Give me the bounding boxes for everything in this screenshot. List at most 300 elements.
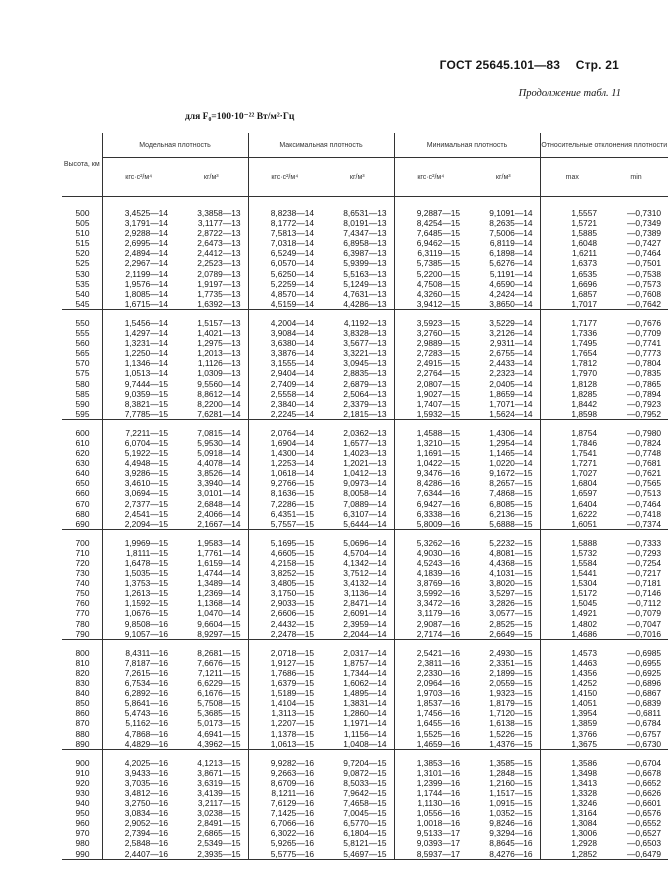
table-row [62, 358, 668, 368]
spacer-cell [175, 197, 248, 209]
height-cell: 750 [75, 588, 90, 599]
height-cell: 840 [75, 688, 90, 699]
value-cell: 3,9412—15 [394, 299, 467, 310]
value-cell: 1,3753—15 [102, 578, 175, 588]
spacer-cell [467, 197, 540, 209]
height-cell: 860 [75, 708, 90, 719]
value-cell: 1,7495 [540, 338, 604, 348]
height-cell: 500 [75, 208, 90, 218]
value-cell: 2,5421—16 [394, 648, 467, 658]
value-cell: 1,5557 [540, 208, 604, 218]
value-cell: 5,3685—15 [197, 708, 241, 719]
value-cell: 2,0317—14 [343, 647, 387, 658]
value-cell: —0,7016 [627, 628, 662, 639]
value-cell: 8,4276—16 [489, 848, 533, 859]
value-cell: 1,3006 [540, 828, 604, 838]
spacer-cell [175, 309, 248, 318]
value-cell: 1,4300—14 [248, 448, 321, 458]
value-cell: 5,1249—13 [343, 278, 387, 289]
value-cell: 6,3338—16 [394, 509, 467, 519]
value-cell: 2,9052—16 [102, 818, 175, 828]
value-cell: 6,3107—14 [343, 508, 387, 519]
value-cell: 1,6597 [540, 488, 604, 498]
value-cell: 8,4311—16 [102, 648, 175, 658]
value-cell: 1,2160—15 [489, 777, 533, 788]
value-cell: 1,9703—16 [394, 688, 467, 698]
value-cell: 9,7204—15 [343, 757, 387, 768]
value-cell: 1,3231—14 [102, 338, 175, 348]
value-cell: —0,7538 [627, 268, 662, 279]
max-header: max [540, 158, 604, 197]
value-cell: 4,4286—13 [343, 298, 387, 309]
value-cell: 2,5349—15 [197, 838, 241, 849]
value-cell: 6,3119—15 [394, 248, 467, 258]
value-cell: 1,6857 [540, 289, 604, 299]
value-cell: 7,0889—14 [343, 498, 387, 509]
value-cell: 2,9311—14 [489, 338, 533, 349]
value-cell: 7,0318—14 [248, 238, 321, 248]
value-cell: 2,4433—14 [489, 358, 533, 369]
value-cell: 9,5560—14 [197, 378, 241, 389]
value-cell: 1,3084 [540, 818, 604, 828]
value-cell: 1,4021—13 [197, 328, 241, 339]
value-cell: 5,7557—15 [248, 519, 321, 530]
value-cell: 2,6606—15 [248, 608, 321, 618]
spacer-cell [321, 309, 394, 318]
value-cell: —0,6479 [627, 848, 662, 859]
value-cell: —0,7374 [627, 518, 662, 529]
height-cell: 810 [75, 657, 90, 668]
value-cell: 7,9642—15 [343, 787, 387, 798]
value-cell: 2,9889—15 [394, 338, 467, 348]
value-cell: 5,3262—16 [394, 538, 467, 548]
value-cell: 7,4347—13 [343, 228, 387, 239]
height-cell: 570 [75, 358, 90, 369]
value-cell: 1,3853—16 [394, 758, 467, 768]
value-cell: 1,7654 [540, 348, 604, 358]
value-cell: 1,8285 [540, 389, 604, 399]
value-cell: 1,0618—14 [248, 468, 321, 478]
value-cell: 2,6879—13 [343, 378, 387, 389]
value-cell: 2,0559—15 [489, 678, 533, 689]
height-cell: 640 [75, 468, 90, 479]
height-cell: 680 [75, 508, 90, 519]
value-cell: 1,7344—14 [343, 667, 387, 678]
value-cell: —0,7079 [627, 608, 662, 619]
value-cell: 1,3675 [540, 739, 604, 750]
value-cell: 1,6048 [540, 238, 604, 248]
value-cell: 1,4306—14 [489, 427, 533, 438]
value-cell: 6,5249—14 [248, 248, 321, 258]
height-column-header: Высота, км [62, 133, 102, 197]
value-cell: 8,6531—13 [343, 208, 387, 218]
height-cell: 600 [75, 427, 90, 438]
value-cell: 8,5033—15 [343, 777, 387, 788]
value-cell: 1,7177 [540, 318, 604, 328]
table-header [62, 133, 668, 197]
spacer-cell [175, 529, 248, 538]
value-cell: 4,1031—15 [489, 568, 533, 579]
value-cell: 1,2848—15 [489, 767, 533, 778]
spacer-cell [604, 639, 668, 648]
table-condition: для F₀=100·10⁻²² Вт/м²·Гц [185, 112, 295, 122]
value-cell: 3,1555—14 [248, 358, 321, 368]
value-cell: 4,6605—15 [248, 548, 321, 558]
value-cell: 4,4829—16 [102, 739, 175, 750]
spacer-cell [321, 197, 394, 209]
value-cell: 8,3821—15 [102, 399, 175, 409]
spacer-cell [394, 309, 467, 318]
value-cell: —0,7565 [627, 478, 662, 489]
value-cell: —0,7146 [627, 588, 662, 599]
value-cell: 4,2158—15 [248, 558, 321, 568]
value-cell: 1,4895—14 [343, 688, 387, 699]
table-row [62, 389, 668, 399]
height-cell: 510 [75, 228, 90, 239]
value-cell: 5,8009—16 [394, 519, 467, 530]
value-cell: 1,8179—15 [489, 698, 533, 709]
value-cell: —0,7824 [627, 437, 662, 448]
value-cell: —0,7748 [627, 448, 662, 459]
value-cell: 1,6804 [540, 478, 604, 488]
value-cell: 3,4525—14 [102, 208, 175, 218]
value-cell: 9,9282—16 [248, 758, 321, 768]
table-body [62, 197, 668, 310]
value-cell: 3,4132—14 [343, 578, 387, 589]
table-row [62, 568, 668, 578]
value-cell: 1,4023—13 [343, 448, 387, 459]
table-row [62, 238, 668, 248]
value-cell: 2,4407—16 [102, 849, 175, 860]
value-cell: 9,1057—16 [102, 629, 175, 640]
unit-header: кг/м³ [321, 158, 394, 197]
value-cell: 2,5064—13 [343, 388, 387, 399]
height-cell: 690 [75, 518, 90, 529]
spacer-cell [102, 197, 175, 209]
value-cell: 3,4812—16 [102, 788, 175, 798]
spacer-cell [467, 529, 540, 538]
value-cell: —0,7621 [627, 468, 662, 479]
value-cell: 3,0101—14 [197, 488, 241, 499]
value-cell: 6,3022—16 [248, 828, 321, 838]
height-cell: 820 [75, 667, 90, 678]
value-cell: 9,0872—15 [343, 767, 387, 778]
value-cell: 3,5677—13 [343, 338, 387, 349]
value-cell: 1,1346—14 [102, 358, 175, 368]
value-cell: 5,8121—15 [343, 838, 387, 849]
value-cell: 2,2245—14 [248, 409, 321, 420]
value-cell: —0,7894 [627, 388, 662, 399]
spacer-cell [604, 749, 668, 758]
value-cell: 8,8645—16 [489, 838, 533, 849]
value-cell: 5,2259—14 [248, 279, 321, 289]
relative-deviation-header: Относительные отклонения плотности [540, 133, 668, 158]
value-cell: 1,0470—14 [197, 608, 241, 619]
value-cell: —0,7741 [627, 338, 662, 349]
value-cell: 1,5456—14 [102, 318, 175, 328]
value-cell: 4,1213—15 [197, 757, 241, 768]
value-cell: —0,6678 [627, 767, 662, 778]
value-cell: 2,6649—15 [489, 628, 533, 639]
value-cell: 9,8508—16 [102, 619, 175, 629]
value-cell: 7,6344—16 [394, 488, 467, 498]
table-row [62, 828, 668, 838]
value-cell: 1,0352—15 [489, 808, 533, 819]
table-row [62, 399, 668, 409]
height-cell: 930 [75, 787, 90, 798]
value-cell: —0,7709 [627, 328, 662, 339]
height-cell: 630 [75, 458, 90, 469]
value-cell: 2,7174—16 [394, 629, 467, 640]
value-cell: 5,2232—15 [489, 537, 533, 548]
value-cell: 7,5813—14 [248, 228, 321, 238]
value-cell: 1,6715—14 [102, 299, 175, 310]
value-cell: 1,3766 [540, 729, 604, 739]
spacer-cell [540, 639, 604, 648]
table-row [62, 258, 668, 268]
value-cell: 5,5163—13 [343, 268, 387, 279]
value-cell: —0,7573 [627, 278, 662, 289]
height-cell: 525 [75, 258, 90, 269]
value-cell: 5,8641—16 [102, 698, 175, 708]
value-cell: 2,2764—15 [394, 368, 467, 378]
value-cell: 1,8659—14 [489, 388, 533, 399]
value-cell: 6,1804—15 [343, 828, 387, 839]
value-cell: 6,5770—15 [343, 818, 387, 829]
value-cell: —0,6527 [627, 828, 662, 839]
table-row [62, 729, 668, 739]
value-cell: 3,2826—15 [489, 598, 533, 609]
value-cell: 1,8598 [540, 409, 604, 420]
spacer-cell [604, 197, 668, 209]
table-row [62, 798, 668, 808]
value-cell: 6,0704—15 [102, 438, 175, 448]
value-cell: 1,9323—15 [489, 688, 533, 699]
value-cell: 1,5226—15 [489, 728, 533, 739]
value-cell: 1,6404 [540, 499, 604, 509]
value-cell: 2,0405—14 [489, 378, 533, 389]
value-cell: 1,8757—14 [343, 657, 387, 668]
table-row [62, 499, 668, 509]
value-cell: 4,5243—16 [394, 558, 467, 568]
value-cell: 1,6535 [540, 269, 604, 279]
value-cell: 1,3113—15 [248, 708, 321, 718]
value-cell: 1,2013—13 [197, 348, 241, 359]
value-cell: 1,4573 [540, 648, 604, 658]
table-row [62, 658, 668, 668]
value-cell: 5,0173—15 [197, 718, 241, 729]
table-row [62, 758, 668, 768]
value-cell: —0,7181 [627, 578, 662, 589]
value-cell: 2,4930—15 [489, 647, 533, 658]
value-cell: 3,8769—16 [394, 578, 467, 588]
unit-header: кгс·с²/м⁴ [394, 158, 467, 197]
value-cell: 1,0309—13 [197, 368, 241, 379]
value-cell: 2,0718—15 [248, 648, 321, 658]
spacer-cell [102, 419, 175, 428]
value-cell: 6,7066—16 [248, 818, 321, 828]
spacer-cell [248, 197, 321, 209]
value-cell: 1,4659—16 [394, 739, 467, 750]
value-cell: —0,7217 [627, 568, 662, 579]
value-cell: 9,1672—15 [489, 468, 533, 479]
value-cell: —0,6576 [627, 808, 662, 819]
value-cell: 5,6276—14 [489, 258, 533, 269]
value-cell: 1,7271 [540, 458, 604, 468]
spacer-cell [540, 529, 604, 538]
value-cell: 5,1191—14 [489, 268, 533, 279]
value-cell: 3,8328—13 [343, 328, 387, 339]
table-row [62, 768, 668, 778]
value-cell: 8,0191—13 [343, 218, 387, 229]
value-cell: 6,3987—13 [343, 248, 387, 259]
value-cell: —0,6503 [627, 838, 662, 849]
value-cell: 4,7868—16 [102, 729, 175, 739]
value-cell: —0,7418 [627, 508, 662, 519]
value-cell: 1,3586 [540, 758, 604, 768]
value-cell: 1,7017 [540, 299, 604, 310]
value-cell: 1,8537—16 [394, 698, 467, 708]
value-cell: 8,2200—14 [197, 398, 241, 409]
value-cell: 1,4376—15 [489, 738, 533, 749]
height-cell: 650 [75, 478, 90, 489]
value-cell: 1,1130—16 [394, 798, 467, 808]
value-cell: 3,8650—14 [489, 298, 533, 309]
value-cell: 1,3246 [540, 798, 604, 808]
value-cell: 7,8187—16 [102, 658, 175, 668]
table-row [62, 208, 668, 218]
spacer-cell [540, 309, 604, 318]
value-cell: 4,8081—15 [489, 547, 533, 558]
value-cell: 8,8238—14 [248, 208, 321, 218]
value-cell: 1,3831—14 [343, 698, 387, 709]
value-cell: 9,6604—15 [197, 618, 241, 629]
value-cell: 8,6709—16 [248, 778, 321, 788]
value-cell: 2,0362—13 [343, 427, 387, 438]
value-cell: 9,0359—15 [102, 389, 175, 399]
value-cell: 3,1791—14 [102, 218, 175, 228]
value-cell: 4,9030—16 [394, 548, 467, 558]
value-cell: 7,2286—15 [248, 499, 321, 509]
value-cell: —0,7389 [627, 228, 662, 239]
value-cell: —0,6704 [627, 757, 662, 768]
value-cell: 2,7409—14 [248, 379, 321, 389]
value-cell: 1,4802 [540, 619, 604, 629]
value-cell: —0,7513 [627, 488, 662, 499]
value-cell: 9,7444—15 [102, 379, 175, 389]
value-cell: 2,2094—15 [102, 519, 175, 530]
value-cell: 2,3935—15 [197, 848, 241, 859]
value-cell: 1,4744—14 [197, 568, 241, 579]
value-cell: 7,4658—15 [343, 798, 387, 809]
table-row [62, 718, 668, 728]
value-cell: 7,6676—15 [197, 657, 241, 668]
spacer-cell [175, 639, 248, 648]
value-cell: 5,9265—16 [248, 838, 321, 848]
value-cell: 1,2613—15 [102, 588, 175, 598]
spacer-cell [540, 197, 604, 209]
table-row [62, 538, 668, 548]
value-cell: 1,4104—15 [248, 698, 321, 708]
value-cell: 1,7456—16 [394, 708, 467, 718]
value-cell: 2,8471—14 [343, 598, 387, 609]
unit-header: кг/м³ [467, 158, 540, 197]
value-cell: 3,0238—15 [197, 808, 241, 819]
table-row [62, 299, 668, 310]
value-cell: 1,5157—13 [197, 317, 241, 328]
value-cell: 3,7035—16 [102, 778, 175, 788]
value-cell: 1,5584 [540, 558, 604, 568]
value-cell: 9,3294—16 [489, 828, 533, 839]
height-cell: 980 [75, 838, 90, 849]
value-cell: 3,4610—15 [102, 478, 175, 488]
value-cell: 2,9087—16 [394, 619, 467, 629]
spacer-cell [540, 749, 604, 758]
height-cell: 710 [75, 547, 90, 558]
value-cell: —0,7501 [627, 258, 662, 269]
value-cell: 8,4286—16 [394, 478, 467, 488]
value-cell: 1,5525—16 [394, 729, 467, 739]
value-cell: 1,5932—15 [394, 409, 467, 420]
value-cell: 2,6755—14 [489, 348, 533, 359]
spacer-cell [62, 529, 102, 538]
value-cell: 2,6848—14 [197, 498, 241, 509]
table-continuation-note: Продолжение табл. 11 [518, 88, 621, 99]
row-spacer [62, 309, 668, 318]
value-cell: 4,4368—15 [489, 558, 533, 568]
table-row [62, 838, 668, 848]
table-row [62, 448, 668, 458]
value-cell: 5,9399—13 [343, 258, 387, 269]
value-cell: 1,6455—16 [394, 718, 467, 728]
table-row [62, 588, 668, 598]
height-cell: 780 [75, 618, 90, 629]
table-row [62, 629, 668, 640]
value-cell: 1,7735—13 [197, 288, 241, 299]
value-cell: —0,7349 [627, 218, 662, 229]
value-cell: 2,4541—15 [102, 509, 175, 519]
table-row [62, 228, 668, 238]
height-cell: 505 [75, 218, 90, 229]
value-cell: 2,6865—15 [197, 828, 241, 839]
table-row [62, 619, 668, 629]
value-cell: 6,9462—15 [394, 238, 467, 248]
value-cell: —0,7923 [627, 398, 662, 409]
height-cell: 770 [75, 608, 90, 619]
value-cell: 4,1192—13 [343, 317, 387, 328]
table-row [62, 668, 668, 678]
value-cell: 7,1211—15 [197, 667, 241, 678]
spacer-cell [248, 639, 321, 648]
value-cell: —0,7112 [627, 598, 662, 609]
spacer-cell [175, 749, 248, 758]
value-cell: 1,8085—14 [102, 289, 175, 299]
height-cell: 595 [75, 408, 90, 419]
value-cell: 2,0789—13 [197, 268, 241, 279]
spacer-cell [321, 529, 394, 538]
value-cell: 4,1839—16 [394, 568, 467, 578]
table-row [62, 328, 668, 338]
value-cell: 6,0570—14 [248, 258, 321, 268]
table-row [62, 248, 668, 258]
value-cell: 1,2021—13 [343, 458, 387, 469]
value-cell: 1,1744—16 [394, 788, 467, 798]
value-cell: 8,4254—15 [394, 218, 467, 228]
value-cell: 1,9127—15 [248, 658, 321, 668]
model-density-header: Модельная плотность [102, 133, 248, 158]
value-cell: 1,3210—15 [394, 438, 467, 448]
spacer-cell [394, 529, 467, 538]
